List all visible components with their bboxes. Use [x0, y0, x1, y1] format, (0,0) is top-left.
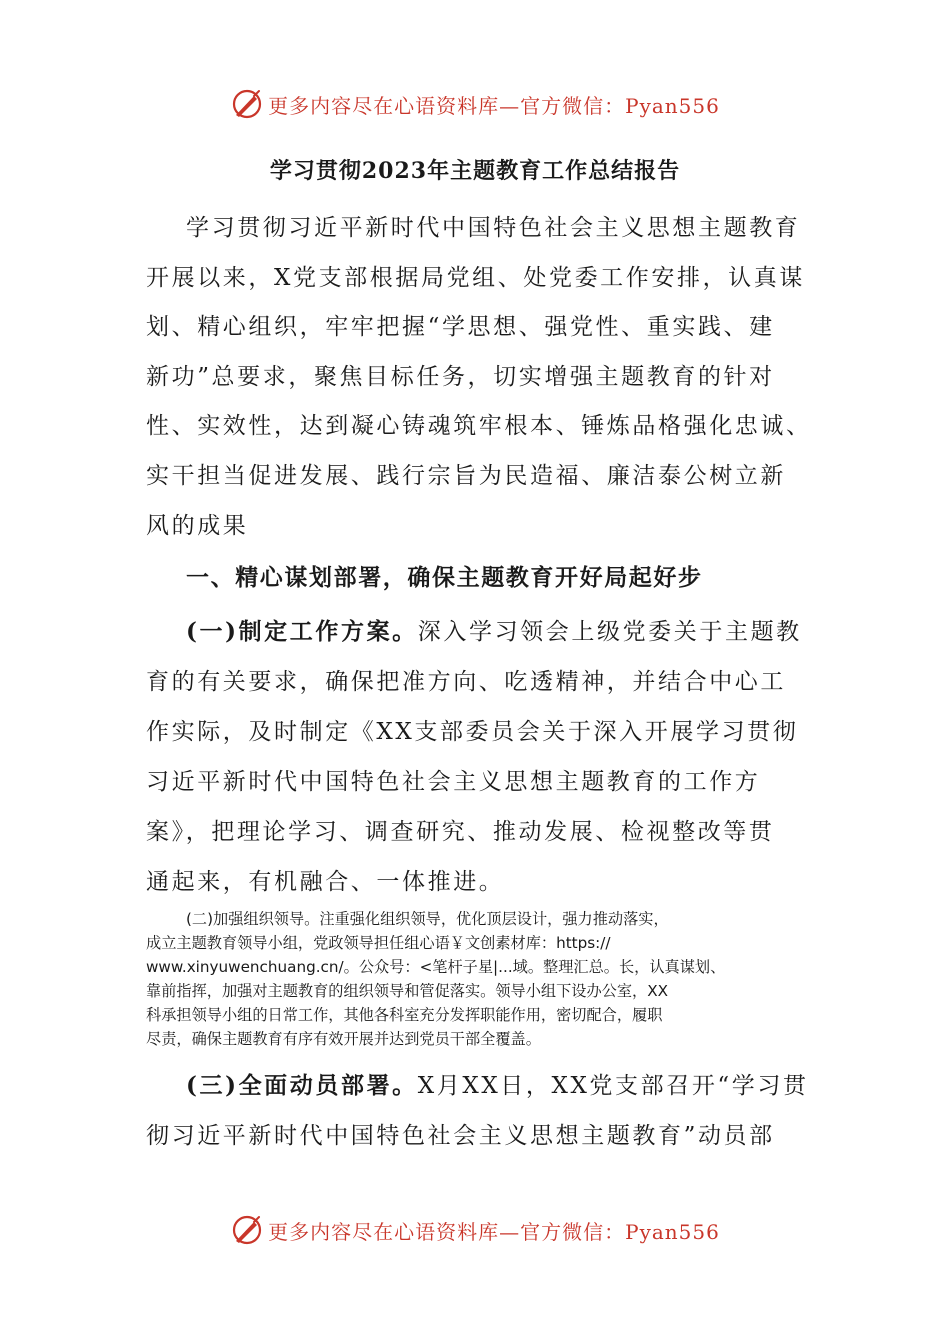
small-paragraph-line: (二)加强组织领导。注重强化组织领导，优化顶层设计，强力推动落实，: [186, 910, 669, 928]
paragraph-line: 彻习近平新时代中国特色社会主义思想主题教育”动员部: [146, 1123, 775, 1149]
header-banner: [0, 82, 950, 126]
document-title: 学习贯彻2023年主题教育工作总结报告: [269, 158, 681, 184]
paragraph-line: 作实际，及时制定《XX支部委员会关于深入开展学习贯彻: [146, 719, 799, 745]
paragraph-line: 性、实效性，达到凝心铸魂筑牢根本、锤炼品格强化忠诚、: [146, 413, 812, 439]
paragraph-line: 通起来，有机融合、一体推进。: [146, 869, 505, 895]
paragraph-line: (三)全面动员部署。X月XX日，XX党支部召开“学习贯: [186, 1072, 809, 1099]
paragraph-line: 育的有关要求，确保把准方向、吃透精神，并结合中心工: [146, 669, 786, 695]
paragraph-line: 实干担当促进发展、践行宗旨为民造福、廉洁泰公树立新: [146, 463, 786, 489]
small-paragraph-line: www.xinyuwenchuang.cn/。公众号：<笔杆子星|...域。整理汇总。长，认真谋划、: [146, 958, 726, 976]
small-paragraph-line: 成立主题教育领导小组，党政领导担任组心语￥文创素材库：https://: [146, 934, 611, 952]
paragraph-line: 开展以来，X党支部根据局党组、处党委工作安排，认真谋: [146, 265, 805, 291]
paragraph-line: 划、精心组织，牢牢把握“学思想、强党性、重实践、建: [146, 314, 775, 340]
small-paragraph-line: 科承担领导小组的日常工作，其他各科室充分发挥职能作用，密切配合，履职: [146, 1006, 663, 1024]
pen-logo-icon: [230, 87, 264, 121]
paragraph-line: 新功”总要求，聚焦目标任务，切实增强主题教育的针对: [146, 364, 775, 390]
paragraph-line: 风的成果: [146, 513, 249, 539]
wechat-id: Pyan556: [625, 1219, 720, 1244]
section-heading: 一、精心谋划部署，确保主题教育开好局起好步: [186, 564, 703, 591]
wechat-id: Pyan556: [625, 93, 720, 118]
small-paragraph-line: 尽责，确保主题教育有序有效开展并达到党员干部全覆盖。: [146, 1030, 541, 1048]
small-paragraph-line: 靠前指挥，加强对主题教育的组织领导和管促落实。领导小组下设办公室，XX: [146, 982, 668, 1000]
paragraph-line: 案》，把理论学习、调查研究、推动发展、检视整改等贯: [146, 819, 775, 845]
item-heading: (一)制定工作方案。: [186, 618, 418, 645]
banner-text: 更多内容尽在心语资料库—官方微信：Pyan556: [268, 93, 720, 118]
paragraph-line: 学习贯彻习近平新时代中国特色社会主义思想主题教育: [186, 215, 801, 241]
pen-logo-icon: [230, 1213, 264, 1247]
banner-text: 更多内容尽在心语资料库—官方微信：Pyan556: [268, 1219, 720, 1244]
paragraph-line: 习近平新时代中国特色社会主义思想主题教育的工作方: [146, 769, 761, 795]
item-heading: (三)全面动员部署。: [186, 1072, 418, 1099]
paragraph-line: (一)制定工作方案。深入学习领会上级党委关于主题教: [186, 618, 802, 645]
footer-banner: [0, 1208, 950, 1252]
